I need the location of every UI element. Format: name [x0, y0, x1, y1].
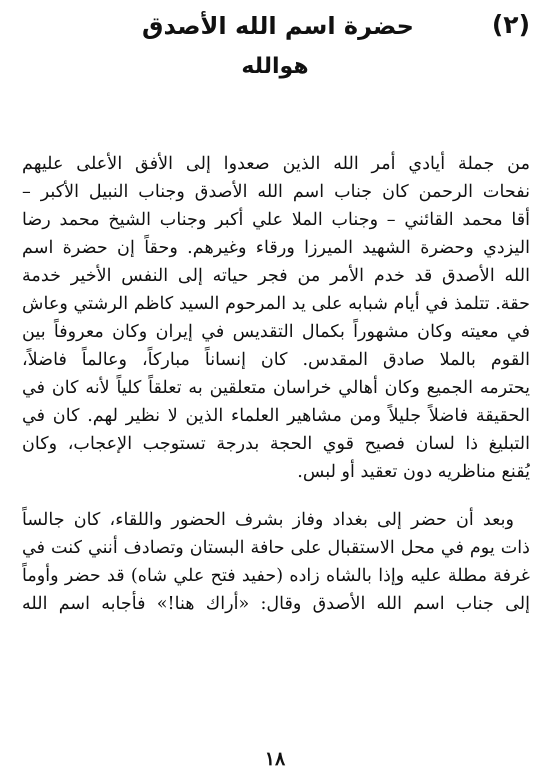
text-line: اليزدي وحضرة الشهيد الميرزا ورقاء وغيرهم. وحقاً إن حضرة اسم: [22, 238, 530, 258]
text-line: غرفة مطلة عليه وإذا بالشاه زاده (حفيد فتح علي شاه) قد حضر وأوماً: [22, 566, 530, 586]
page-number: ١٨: [264, 748, 286, 770]
text-line: في معيته وكان مشهوراً بكمال التقديس في إيران وكان معروفاً بين: [22, 322, 530, 342]
text-line: أقا محمد القائني – وجناب الملا علي أكبر وجناب الشيخ محمد رضا: [22, 210, 530, 230]
text-line: القوم بالملا صادق المقدس. كان إنساناً مباركاً، وعالماً فاضلاً،: [22, 350, 530, 370]
chapter-number: (٢): [491, 10, 530, 39]
chapter-subtitle: هوالله: [241, 54, 309, 79]
body-text: [22, 150, 530, 618]
text-line: إلى جناب اسم الله الأصدق وقال: «أراك هنا!» فأجابه اسم الله: [22, 594, 530, 614]
text-line: ذات يوم في محل الاستقبال على حافة البستان وتصادف أنني كنت في: [22, 538, 530, 558]
text-line: من جملة أيادي أمر الله الذين صعدوا إلى الأفق الأعلى عليهم: [22, 154, 530, 174]
text-line: الله الأصدق قد خدم الأمر من فجر حياته إلى النفس الأخير خدمة: [22, 266, 530, 286]
chapter-header: [20, 6, 536, 46]
text-line: يحترمه الجميع وكان أهالي خراسان متعلقين به تعلقاً كلياً لأنه كان في: [22, 378, 530, 398]
text-line: نفحات الرحمن كان جناب اسم الله الأصدق وجناب النبيل الأكبر –: [22, 182, 530, 202]
chapter-title: حضرة اسم الله الأصدق: [142, 12, 414, 40]
paragraph-gap: [22, 486, 530, 506]
text-line: يُقنع مناظريه دون تعقيد أو لبس.: [297, 462, 530, 482]
text-line: الحقيقة فاضلاً جليلاً ومن مشاهير العلماء الذين لا نظير لهم. كان في: [22, 406, 530, 426]
text-line: التبليغ ذا لسان فصيح قوي الحجة بدرجة تستوجب الإعجاب، وكان: [22, 434, 530, 454]
paragraph-2: [22, 506, 530, 618]
text-line: حقة. تتلمذ في أيام شبابه على يد المرحوم السيد كاظم الرشتي وعاش: [22, 294, 530, 314]
paragraph-1: [22, 150, 530, 486]
text-line: وبعد أن حضر إلى بغداد وفاز بشرف الحضور واللقاء، كان جالساً: [22, 510, 514, 530]
